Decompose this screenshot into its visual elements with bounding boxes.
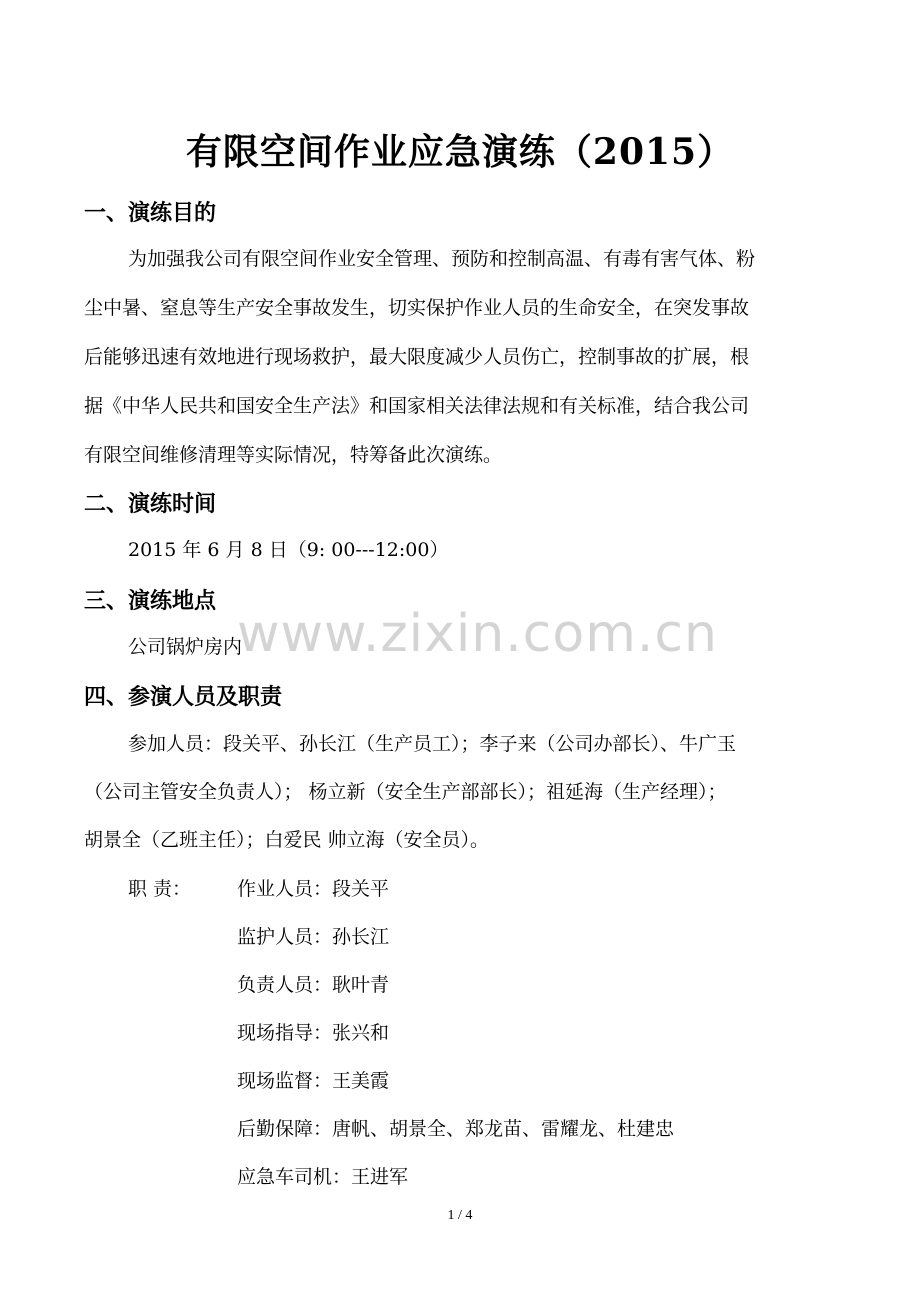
section-1-heading: 一、演练目的	[84, 201, 217, 226]
paragraph-line: 胡景全（乙班主任）；白爱民 帅立海（安全员）。	[84, 829, 490, 851]
duty-item: 负责人员：耿叶青	[237, 974, 390, 996]
drill-time: 2015 年 6 月 8 日（9: 00---12:00）	[128, 539, 449, 561]
drill-location: 公司锅炉房内	[128, 636, 243, 658]
duty-item: 后勤保障：唐帆、胡景全、郑龙苗、雷耀龙、杜建忠	[237, 1118, 675, 1140]
section-4-heading: 四、参演人员及职责	[84, 685, 283, 710]
paragraph-line: 后能够迅速有效地进行现场救护，最大限度减少人员伤亡，控制事故的扩展，根	[84, 346, 750, 368]
watermark: www.zixin.com.cn	[237, 604, 718, 664]
duty-item: 现场指导：张兴和	[237, 1022, 390, 1044]
paragraph-line: 参加人员：段关平、孙长江（生产员工）；李子来（公司办部长）、牛广玉	[128, 733, 737, 755]
paragraph-line: 据《中华人民共和国安全生产法》和国家相关法律法规和有关标准，结合我公司	[84, 395, 750, 417]
duty-item: 监护人员：孙长江	[237, 926, 390, 948]
duty-item: 作业人员：段关平	[237, 878, 390, 900]
duty-label: 职 责：	[128, 878, 192, 900]
document-title: 有限空间作业应急演练（2015）	[185, 131, 735, 173]
duty-item: 现场监督：王美霞	[237, 1070, 390, 1092]
paragraph-line: （公司主管安全负责人）； 杨立新（安全生产部部长）；祖延海（生产经理）；	[84, 781, 727, 803]
duty-item: 应急车司机：王进军	[237, 1166, 409, 1188]
paragraph-line: 为加强我公司有限空间作业安全管理、预防和控制高温、有毒有害气体、粉	[128, 248, 756, 270]
paragraph-line: 有限空间维修清理等实际情况，特筹备此次演练。	[84, 444, 503, 466]
section-2-heading: 二、演练时间	[84, 492, 217, 517]
paragraph-line: 尘中暑、窒息等生产安全事故发生，切实保护作业人员的生命安全，在突发事故	[84, 297, 750, 319]
page-number: 1 / 4	[447, 1208, 473, 1223]
section-3-heading: 三、演练地点	[84, 589, 217, 614]
